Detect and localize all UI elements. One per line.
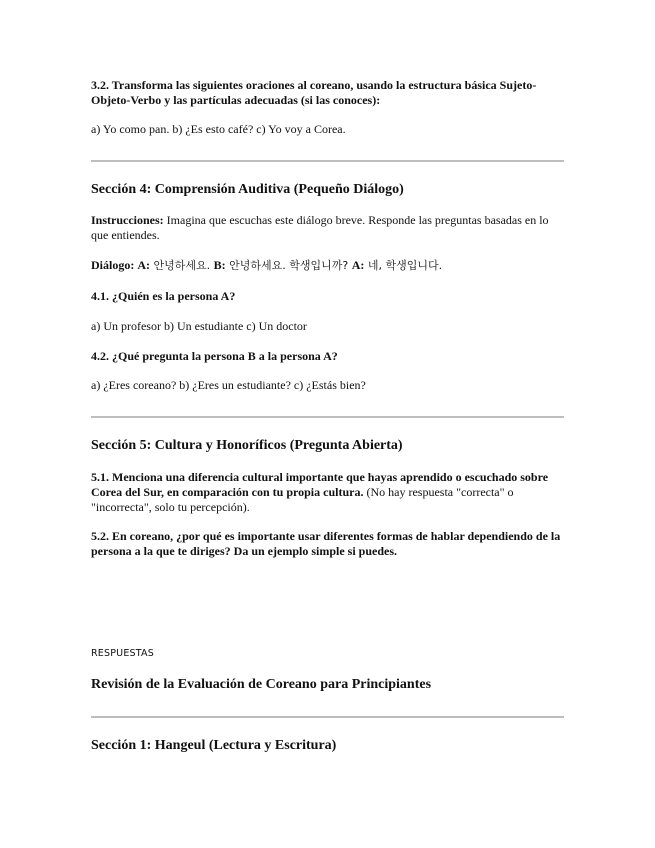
- question-4-2-options: a) ¿Eres coreano? b) ¿Eres un estudiante? c) ¿Estás bien?: [91, 378, 366, 392]
- answers-title: Revisión de la Evaluación de Coreano para Principiantes: [91, 677, 432, 692]
- dialog-label: Diálogo:: [91, 258, 135, 272]
- speaker-b-label: B:: [213, 258, 226, 272]
- question-5-1-note: (No hay respuesta "correcta" o "incorrecta", solo tu percepción).: [91, 485, 514, 514]
- dialog-line-a1: 안녕하세요.: [150, 259, 214, 272]
- instructions-text: Imagina que escuchas este diálogo breve. Responde las preguntas basadas en lo que entiendes.: [91, 213, 549, 242]
- dialog-line: [91, 258, 564, 273]
- question-3-2-options: a) Yo como pan. b) ¿Es esto café? c) Yo voy a Corea.: [91, 122, 346, 136]
- section-5-heading: Sección 5: Cultura y Honoríficos (Pregunta Abierta): [91, 438, 403, 453]
- question-4-2: 4.2. ¿Qué pregunta la persona B a la persona A?: [91, 349, 338, 363]
- section-4-heading: Sección 4: Comprensión Auditiva (Pequeño Diálogo): [91, 182, 404, 197]
- section-divider: [91, 160, 564, 162]
- answers-label: RESPUESTAS: [91, 648, 154, 659]
- question-5-2: 5.2. En coreano, ¿por qué es importante usar diferentes formas de hablar dependiendo de la persona a la que te diriges? Da un ejemplo simple si puedes.: [91, 529, 561, 558]
- dialog-line-b: 안녕하세요. 학생입니까?: [225, 259, 352, 272]
- speaker-a2-label: A:: [351, 258, 365, 272]
- dialog-line-a2: 네, 학생입니다.: [364, 259, 443, 272]
- question-3-2: 3.2. Transforma las siguientes oraciones al coreano, usando la estructura básica Sujeto-Objeto-Verbo y las partículas adecuadas (si las conoces):: [91, 78, 537, 107]
- section-4-instructions: [91, 213, 564, 243]
- question-4-1: 4.1. ¿Quién es la persona A?: [91, 289, 236, 303]
- question-5-1: [91, 470, 564, 515]
- instructions-label: Instrucciones:: [91, 213, 164, 227]
- question-4-1-options: a) Un profesor b) Un estudiante c) Un doctor: [91, 319, 307, 333]
- question-5-1-text: 5.1. Menciona una diferencia cultural importante que hayas aprendido o escuchado sobre Corea del Sur, en comparación con tu propia cultura.: [91, 470, 549, 499]
- answers-section-1-heading: Sección 1: Hangeul (Lectura y Escritura): [91, 738, 337, 753]
- speaker-a-label: A:: [137, 258, 151, 272]
- section-divider: [91, 416, 564, 418]
- section-divider: [91, 716, 564, 718]
